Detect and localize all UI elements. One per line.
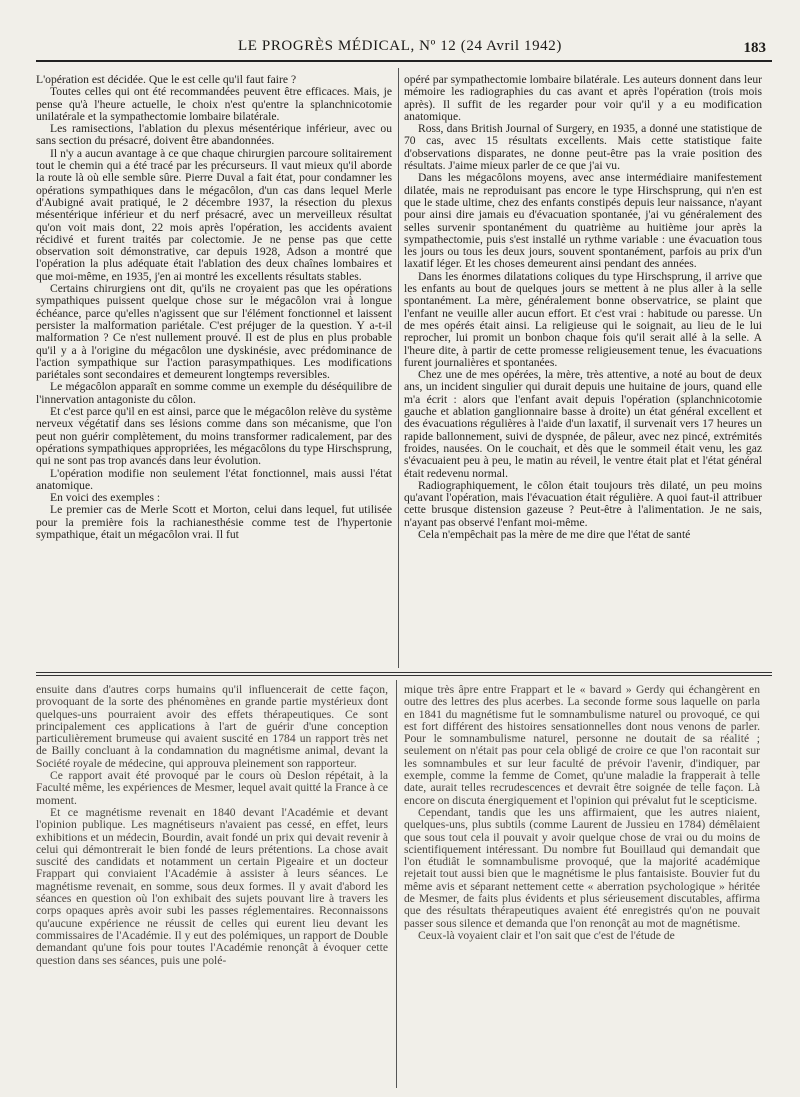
paragraph: Et c'est parce qu'il en est ainsi, parce que le mégacôlon relève du système nerveux végétatif dans ses lésions comme dans son mécanisme, que l'on peut non guérir complètement, du moins transformer radicalement, par des opérations sympathiques appropriées, les mégacôlons du type Hirschsprung, qui ne sont pas trop avancés dans leur évolution. xyxy=(36,405,392,468)
paragraph: opéré par sympathectomie lombaire bilatérale. Les auteurs donnent dans leur mémoire les radiographies du cas avant et après l'opération (trois mois après). Il suffit de les regarder pour voir qu'il y a eu modification anatomique. xyxy=(404,73,762,123)
paragraph: Les ramisections, l'ablation du plexus mésentérique inférieur, avec ou sans section du présacré, doivent être abandonnées. xyxy=(36,122,392,148)
paragraph: Cependant, tandis que les uns affirmaient, que les autres niaient, quelques-uns, plus subtils (comme Laurent de Jussieu en 1784) démêlaient que sous tout cela il pouvait y avoir quelque chose de vrai ou du moins de scientifiquement intéressant. Du nombre fut Bouillaud qui demandait que l'on étudiât le somnambulisme provoqué, que la majorité académique rejetait tout aussi bien que le magnétisme le plus fantaisiste. Bouvier fut du même avis et séparant nettement cette « aberration psychologique » héritée de Mesmer, de faits plus évidents et plus sérieusement discutables, affirma que des résultats thérapeutiques avaient été enregistrés qu'on ne pouvait passer sous silence et demanda que l'on renonçât au mot de magnétisme. xyxy=(404,805,760,930)
paragraph: L'opération modifie non seulement l'état fonctionnel, mais aussi l'état anatomique. xyxy=(36,466,392,492)
paragraph: Radiographiquement, le côlon était toujours très dilaté, un peu moins qu'avant l'opération, mais l'évacuation était régulière. A quoi faut-il attribuer cette brusque distension gazeuse ? Peut-être à l'alimentation. Je ne sais, n'ayant pas observé l'enfant moi-même. xyxy=(404,478,762,529)
column-divider xyxy=(396,680,397,1088)
paragraph: Ceux-là voyaient clair et l'on sait que c'est de l'étude de xyxy=(418,928,675,942)
paragraph: Certains chirurgiens ont dit, qu'ils ne croyaient pas que les opérations sympathiques puissent quelque chose sur le mégacôlon vrai à longue échéance, parce qu'elles n'agissent que sur l'élément fonctionnel et laissent persister la malformation pariétale. C'est préjuger de la question. Y a-t-il malformation ? Ce n'est nullement prouvé. Il est de plus en plus probable qu'il y a à l'origine du mégacôlon une dyskinésie, avec prédominance de l'action sympathique sur l'action parasympathiques. Les modifications pariétales sont secondaires et demeurent longtemps reversibles. xyxy=(36,282,392,382)
paragraph: Et ce magnétisme revenait en 1840 devant l'Académie et devant l'opinion publique. Les magnétiseurs n'avaient pas cessé, en effet, leurs exhibitions et un médecin, Bourdin, avait fondé un prix qui devait revenir à celui qui démontrerait le bien fondé de leurs prétentions. La chose avait suscité des candidats et notamment un certain Pigeaire et un docteur Frappart qui conviaient l'Académie à assister à leurs séances. Le magnétisme revenait, en somme, sous deux formes. Il y avait d'abord les séances en question où l'on exhibait des sujets pouvant lire à travers les corps opaques après avoir subi les passes réglementaires. Reconnaissons qu'aucune expérience ne réussit de celles qui eurent lieu devant les commissaires de l'Académie. Il y eut des polémiques, un rapport de Double demandant qu'une fois pour toutes l'Académie renonçât à évoquer cette question dans ses séances, puis une polé- xyxy=(36,805,388,967)
paragraph: Le premier cas de Merle Scott et Morton, celui dans lequel, fut utilisée pour la première fois la rachianesthésie comme test de l'hypertonie sympathique, était un mégacôlon vrai. Il fut xyxy=(36,503,392,541)
paragraph: Dans les énormes dilatations coliques du type Hirschsprung, il arrive que les enfants au bout de quelques jours se mettent à ne plus aller à la selle spontanément. La mère, généralement bonne observatrice, se plaint que l'enfant ne veuille aller aucun effort. Et c'est vrai : habitude ou paresse. Un de mes opérés était ainsi. La religieuse qui le soignait, au lieu de le lui reprocher, lui promit un bonbon chaque fois qu'il serait allé à la selle. A l'heure dite, à partir de cette promesse religieusement tenue, les évacuations furent journalières et spontanées. xyxy=(404,269,762,369)
paragraph: Toutes celles qui ont été recommandées peuvent être efficaces. Mais, je pense qu'à l'heure actuelle, le choix n'est qu'entre la splanchnicotomie unilatérale et la sympathectomie lombaire bilatérale. xyxy=(36,85,392,123)
section-separator xyxy=(36,675,772,676)
page-number: 183 xyxy=(743,40,766,56)
paragraph-text: Ross, dans British Journal of Surgery, en 1935, a donné une statistique de 70 cas, avec 15 résultats excellents. Mais cette statistique faite d'observations disparates, ne donne peut-être pas la vraie position des résultats. J'aime mieux parler de ce que j'ai vu. xyxy=(404,122,762,173)
upper-right-column xyxy=(404,74,762,541)
paragraph: En voici des exemples : xyxy=(50,491,161,505)
paragraph: Le mégacôlon apparaît en somme comme un exemple du déséquilibre de l'innervation antagoniste du côlon. xyxy=(36,380,392,406)
journal-title: LE PROGRÈS MÉDICAL, Nº 12 (24 Avril 1942) xyxy=(238,38,562,54)
paragraph xyxy=(404,123,762,172)
section-separator xyxy=(36,672,772,673)
paragraph: Cela n'empêchait pas la mère de me dire que l'état de santé xyxy=(418,527,691,541)
paragraph: Ce rapport avait été provoqué par le cours où Deslon répétait, à la Faculté même, les expériences de Mesmer, lequel avait quitté la France à ce moment. xyxy=(36,769,388,807)
running-header xyxy=(30,38,770,62)
lower-right-column xyxy=(404,684,760,942)
paragraph: L'opération est décidée. Que le est celle qu'il faut faire ? xyxy=(36,73,297,86)
paragraph: Dans les mégacôlons moyens, avec anse intermédiaire manifestement dilatée, mais ne reproduisant pas encore le type Hirschsprung, qui n'en est que le stade ultime, chez des enfants constipés depuis leur naissance, n'ayant pour ainsi dire jamais eu d'évacuation spontanée, j'ai vu généralement des selles survenir spontanément du quatrième au huitième jour après la sympathectomie, puis s'est installé un rythme variable : une évacuation tous les jours ou tous les deux jours, souvent spontanément, parfois au prix d'un laxatif léger. Et les choses demeurent ainsi pendant des années. xyxy=(404,171,762,271)
paragraph: ensuite dans d'autres corps humains qu'il influencerait de cette façon, provoquant de la sorte des phénomènes en grande partie mystérieux dont quelques-uns pourraient avoir des effets thérapeutiques. Ce sont principalement ces applications à l'art de guérir d'une conception particulièrement brumeuse qui avaient suscité en 1784 un rapport très net de Bailly concluant à la condamnation du magnétisme animal, devant la Société royale de médecine, qui approuva pleinement son rapporteur. xyxy=(36,683,388,770)
column-divider xyxy=(398,68,399,668)
lower-left-column xyxy=(36,684,388,967)
paragraph: Il n'y a aucun avantage à ce que chaque chirurgien parcoure solitairement tout le chemin qui a été tracé par les précurseurs. Il vaut mieux qu'il aborde la route là où elle semble sûre. Pierre Duval a fait état, pour condamner les opérations sympathiques dans le mégacôlon, d'un cas dans lequel Merle d'Aubigné avait pratiqué, le 2 décembre 1937, la résection du plexus mésentérique inférieur et du nerf présacré, avec un merveilleux résultat qu'on voit mais dont, 22 mois après l'opération, les accidents avaient récidivé et furent traités par colectomie. Je ne pense pas que cette observation soit démonstrative, car depuis 1928, Adson a montré que l'opération la plus adéquate était l'ablation des deux chaînes lombaires et que moi-même, en 1935, j'en ai montré les excellents résultats stables. xyxy=(36,146,392,283)
paragraph: mique très âpre entre Frappart et le « bavard » Gerdy qui échangèrent en outre des lettres des plus acerbes. La seconde forme sous laquelle on parla en 1841 du magnétisme fut le somnambulisme naturel ou provoqué, ce qui est fort différent des histoires sensationnelles dont nous venons de parler. Pour le somnambulisme naturel, personne ne doutait de sa réalité ; seulement on n'était pas pour cela obligé de croire ce que l'on racontait sur les somnambules et sur leur faculté de prévoir l'avenir, d'indiquer, par exemple, comme la femme de Comet, qu'une maladie la frapperait à telle date, aurait telles recrudescences et devrait être soignée de telle façon. Là encore on discuta énergiquement et l'opinion qui prévalut fut le scepticisme. xyxy=(404,683,760,807)
paragraph: Chez une de mes opérées, la mère, très attentive, a noté au bout de deux ans, un incident singulier qui durait depuis une huitaine de jours, quand elle m'a écrit : alors que l'enfant avait depuis l'opération (splanchnicotomie gauche et ablation ganglionnaire basse à droite) un état général excellent et des évacuations régulières à l'aide d'un laxatif, il survenait vers 17 heures un rapide ballonnement, suivi de dyspnée, de pâleur, avec nez pincé, extrémités froides, nausées. On le couchait, et dès que le sommeil était venu, les gaz s'évacuaient peu à peu, le matin au réveil, le ventre était plat et l'état général était redevenu normal. xyxy=(404,368,762,480)
upper-left-column xyxy=(36,74,392,541)
header-rule xyxy=(36,60,772,62)
